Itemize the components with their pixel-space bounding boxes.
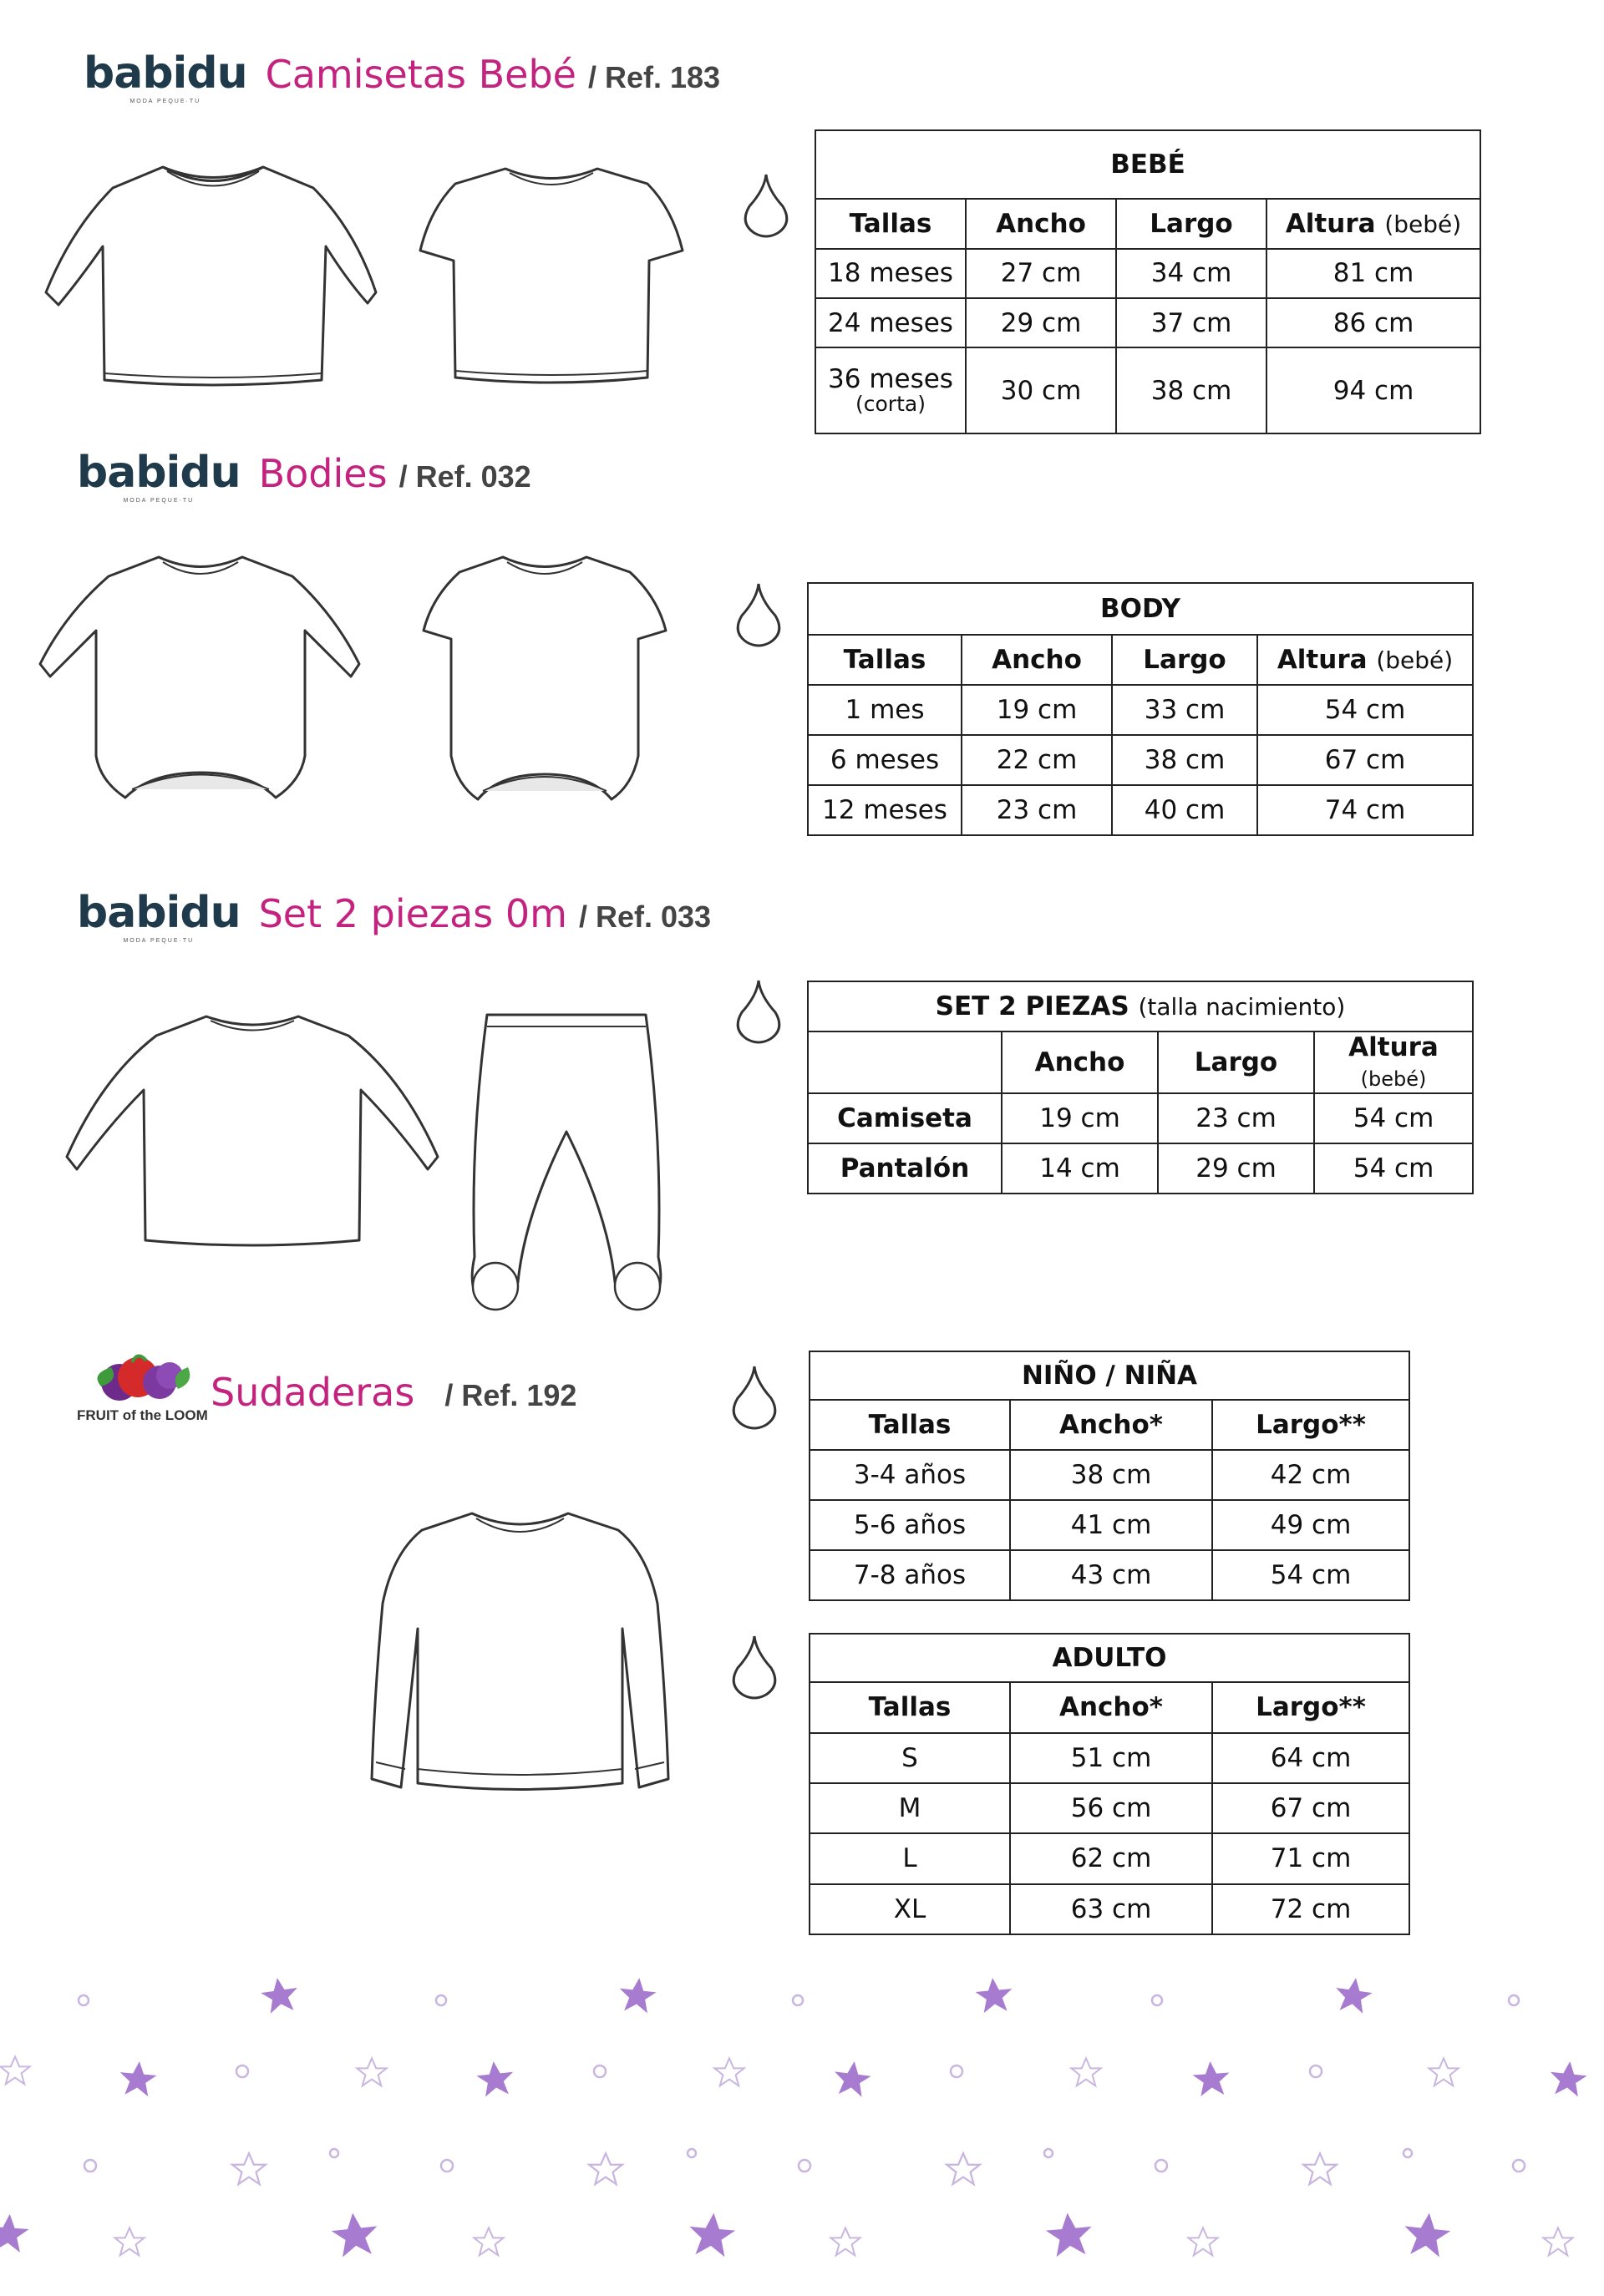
size-table-body [807, 582, 1474, 836]
table-row: 24 meses 29 cm 37 cm 86 cm [815, 298, 1480, 347]
product-title: Bodies [258, 451, 388, 496]
babidu-logo: babidu MODA PEQUE·TU [77, 888, 241, 944]
size-table-bebe [815, 129, 1481, 434]
table-header-row: Tallas Ancho Largo Altura (bebé) [808, 635, 1473, 685]
drop-icon [729, 1363, 779, 1430]
table-header-row: Tallas Ancho* Largo** [810, 1682, 1409, 1732]
product-ref: / Ref. 192 [444, 1378, 577, 1412]
table-title: SET 2 PIEZAS (talla nacimiento) [808, 981, 1473, 1031]
star-pattern-decoration [0, 1954, 1604, 2296]
short-sleeve-bodysuit-drawing [411, 547, 678, 823]
size-table-set [807, 981, 1474, 1194]
table-row: 12 meses 23 cm 40 cm 74 cm [808, 785, 1473, 835]
table-row: S 51 cm 64 cm [810, 1733, 1409, 1783]
set-shirt-drawing [60, 1006, 444, 1257]
product-title: Set 2 piezas 0m [258, 891, 567, 936]
drop-icon [729, 1633, 779, 1700]
product-ref: / Ref. 183 [587, 60, 721, 94]
babidu-logo: babidu MODA PEQUE·TU [84, 48, 247, 104]
table-row: M 56 cm 67 cm [810, 1783, 1409, 1833]
size-table-adulto [809, 1633, 1410, 1935]
section-header-bodies [77, 448, 531, 504]
fruit-of-the-loom-logo: FRUIT of the LOOM [77, 1349, 208, 1424]
table-title: BODY [808, 583, 1473, 635]
table-row: 6 meses 22 cm 38 cm 67 cm [808, 735, 1473, 785]
table-title: NIÑO / NIÑA [810, 1351, 1409, 1400]
product-title: Sudaderas [211, 1370, 415, 1415]
drop-icon [741, 171, 791, 238]
table-header-row: Tallas Ancho* Largo** [810, 1400, 1409, 1450]
table-row: 5-6 años 41 cm 49 cm [810, 1500, 1409, 1550]
product-ref: / Ref. 032 [398, 459, 531, 494]
table-row: 3-4 años 38 cm 42 cm [810, 1450, 1409, 1500]
section-header-sudaderas [211, 1370, 576, 1415]
outline-circles [79, 1995, 1525, 2172]
sweatshirt-drawing [363, 1503, 677, 1808]
fruit-cluster-icon [86, 1349, 199, 1407]
drop-icon [733, 580, 784, 647]
table-header-row: Tallas Ancho Largo Altura (bebé) [815, 199, 1480, 248]
babidu-logo: babidu MODA PEQUE·TU [77, 448, 241, 504]
table-row: 36 meses (corta) 30 cm 38 cm 94 cm [815, 347, 1480, 433]
table-row: Camiseta 19 cm 23 cm 54 cm [808, 1093, 1473, 1143]
filled-stars [0, 1975, 1588, 2258]
table-row: 1 mes 19 cm 33 cm 54 cm [808, 685, 1473, 735]
table-title: ADULTO [810, 1634, 1409, 1682]
long-sleeve-bodysuit-drawing [33, 547, 368, 823]
product-ref: / Ref. 033 [578, 900, 712, 934]
table-title: BEBÉ [815, 130, 1480, 199]
drop-icon [733, 977, 784, 1044]
table-row: 18 meses 27 cm 34 cm 81 cm [815, 249, 1480, 298]
section-header-camisetas [84, 48, 721, 104]
product-title: Camisetas Bebé [265, 52, 576, 97]
table-row: XL 63 cm 72 cm [810, 1884, 1409, 1934]
short-sleeve-shirt-drawing [414, 159, 689, 393]
table-row: Pantalón 14 cm 29 cm 54 cm [808, 1143, 1473, 1194]
table-row: L 62 cm 71 cm [810, 1833, 1409, 1883]
set-trousers-drawing [458, 1006, 675, 1315]
long-sleeve-shirt-drawing [38, 155, 388, 397]
section-header-set [77, 888, 712, 944]
size-table-nino [809, 1351, 1410, 1601]
outline-stars [0, 2056, 1572, 2255]
table-header-row: Ancho Largo Altura (bebé) [808, 1031, 1473, 1093]
table-row: 7-8 años 43 cm 54 cm [810, 1550, 1409, 1600]
